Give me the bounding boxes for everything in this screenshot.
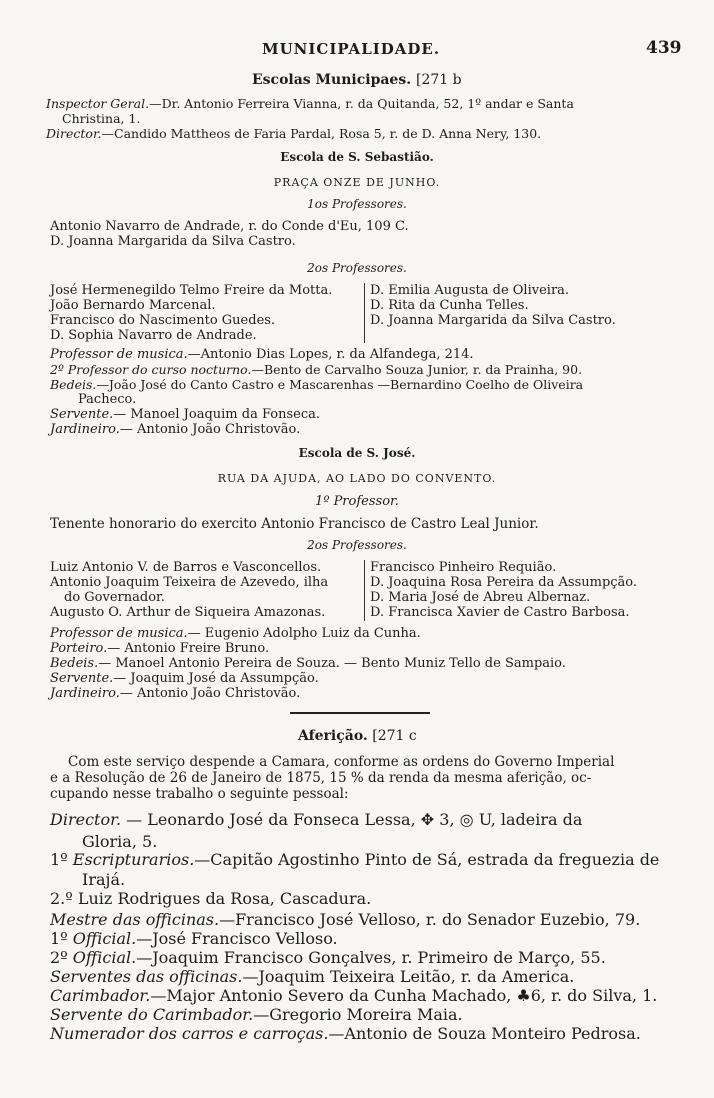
prof2-left-item: do Governador. bbox=[64, 590, 165, 605]
mestre-entry: Mestre das officinas.—Francisco José Velloso, r. do Senador Euzebio, 79. bbox=[50, 910, 641, 929]
school-address-sebastiao: PRAÇA ONZE DE JUNHO. bbox=[273, 176, 441, 189]
prof2-right-item: D. Maria José de Abreu Albernaz. bbox=[370, 590, 591, 605]
ornament-symbol-icon: ♣ bbox=[516, 986, 531, 1005]
cross-symbol-icon: ✥ bbox=[420, 810, 435, 829]
afericao-intro-line: cupando nesse trabalho o seguinte pessoal: bbox=[50, 786, 349, 802]
afericao-director-cont: Gloria, 5. bbox=[82, 832, 158, 851]
servente-entry: Servente.— Manoel Joaquim da Fonseca. bbox=[50, 407, 320, 422]
prof2-right-item: D. Emilia Augusta de Oliveira. bbox=[370, 283, 570, 298]
heading-2os-professores-sebastiao: 2os Professores. bbox=[307, 261, 407, 275]
prof2-right-item: D. Rita da Cunha Telles. bbox=[370, 298, 529, 313]
prof2-left-item: Francisco do Nascimento Guedes. bbox=[50, 313, 276, 328]
bedeis-entry: Bedeis.—João José do Canto Castro e Mascarenhas —Bernardino Coelho de Oliveira bbox=[50, 377, 584, 392]
heading-2os-professores-jose: 2os Professores. bbox=[307, 538, 407, 552]
heading-1o-professor-jose: 1º Professor. bbox=[315, 494, 399, 509]
prof2-left-item: Antonio Joaquim Teixeira de Azevedo, ilha bbox=[50, 575, 329, 590]
director-entry: Director.—Candido Mattheos de Faria Pardal, Rosa 5, r. de D. Anna Nery, 130. bbox=[46, 126, 542, 141]
jardineiro-entry: Jardineiro.— Antonio João Christovão. bbox=[50, 686, 301, 701]
school-title-jose: Escola de S. José. bbox=[298, 446, 416, 460]
serventes-entry: Serventes das officinas.—Joaquim Teixeira Leitão, r. da America. bbox=[50, 967, 575, 986]
school-address-jose: RUA DA AJUDA, AO LADO DO CONVENTO. bbox=[217, 472, 497, 485]
column-divider bbox=[364, 560, 365, 621]
section-divider bbox=[290, 712, 430, 714]
prof2-right-item: D. Joanna Margarida da Silva Castro. bbox=[370, 313, 616, 328]
carimbador-entry: Carimbador.—Major Antonio Severo da Cunha Machado, ♣6, r. do Silva, 1. bbox=[50, 986, 658, 1005]
column-divider bbox=[364, 283, 365, 343]
afericao-intro-line: Com este serviço despende a Camara, conforme as ordens do Governo Imperial bbox=[68, 754, 615, 770]
nocturno-entry: 2º Professor do curso nocturno.—Bento de Carvalho Souza Junior, r. da Prainha, 90. bbox=[50, 362, 583, 377]
prof2-right-item: Francisco Pinheiro Requião. bbox=[370, 560, 557, 575]
prof2-left-item: D. Sophia Navarro de Andrade. bbox=[50, 328, 257, 343]
jardineiro-entry: Jardineiro.— Antonio João Christovão. bbox=[50, 422, 301, 437]
inspector-entry-cont: Christina, 1. bbox=[62, 111, 141, 126]
prof1-item: Antonio Navarro de Andrade, r. do Conde d'Eu, 109 C. bbox=[50, 219, 409, 234]
luiz-entry: 2.º Luiz Rodrigues da Rosa, Cascadura. bbox=[50, 889, 372, 908]
escripturarios-cont: Irajá. bbox=[82, 870, 126, 889]
porteiro-entry: Porteiro.— Antonio Freire Bruno. bbox=[50, 641, 270, 656]
numerador-entry: Numerador dos carros e carroças.—Antonio de Souza Monteiro Pedrosa. bbox=[50, 1024, 641, 1043]
musica-entry: Professor de musica.—Antonio Dias Lopes, r. da Alfandega, 214. bbox=[50, 347, 474, 362]
prof2-left-item: Augusto O. Arthur de Siqueira Amazonas. bbox=[50, 605, 326, 620]
heading-1os-professores-sebastiao: 1os Professores. bbox=[307, 197, 407, 211]
prof2-right-item: D. Francisca Xavier de Castro Barbosa. bbox=[370, 605, 630, 620]
prof2-right-item: D. Joaquina Rosa Pereira da Assumpção. bbox=[370, 575, 638, 590]
circled-dot-icon: ◎ bbox=[459, 810, 474, 829]
section-title-afericao: Aferição. [271 c bbox=[298, 728, 417, 744]
bedeis-entry-cont: Pacheco. bbox=[78, 392, 137, 407]
musica-entry: Professor de musica.— Eugenio Adolpho Luiz da Cunha. bbox=[50, 626, 421, 641]
prof2-left-item: José Hermenegildo Telmo Freire da Motta. bbox=[50, 283, 333, 298]
page-header-title: MUNICIPALIDADE. bbox=[262, 40, 441, 58]
official1-entry: 1º Official.—José Francisco Velloso. bbox=[50, 929, 338, 948]
official2-entry: 2º Official.—Joaquim Francisco Gonçalves, r. Primeiro de Março, 55. bbox=[50, 948, 606, 967]
prof2-left-item: Luiz Antonio V. de Barros e Vasconcellos. bbox=[50, 560, 322, 575]
page-number: 439 bbox=[646, 38, 682, 58]
servente-entry: Servente.— Joaquim José da Assumpção. bbox=[50, 671, 319, 686]
prof1-item: D. Joanna Margarida da Silva Castro. bbox=[50, 234, 296, 249]
inspector-entry: Inspector Geral.—Dr. Antonio Ferreira Vianna, r. da Quitanda, 52, 1º andar e Santa bbox=[46, 96, 574, 111]
afericao-intro-line: e a Resolução de 26 de Janeiro de 1875, 15 % da renda da mesma aferição, oc- bbox=[50, 770, 592, 786]
section-title-escolas: Escolas Municipaes. [271 b bbox=[252, 72, 462, 88]
servente-carimbador-entry: Servente do Carimbador.—Gregorio Moreira Maia. bbox=[50, 1005, 463, 1024]
escripturarios-entry: 1º Escripturarios.—Capitão Agostinho Pinto de Sá, estrada da freguezia de bbox=[50, 850, 660, 869]
school-title-sebastiao: Escola de S. Sebastião. bbox=[280, 150, 434, 164]
bedeis-entry: Bedeis.— Manoel Antonio Pereira de Souza. — Bento Muniz Tello de Sampaio. bbox=[50, 656, 566, 671]
afericao-director-entry: Director. — Leonardo José da Fonseca Lessa, ✥ 3, ◎ U, ladeira da bbox=[50, 810, 583, 829]
prof2-left-item: João Bernardo Marcenal. bbox=[50, 298, 216, 313]
prof1-jose: Tenente honorario do exercito Antonio Francisco de Castro Leal Junior. bbox=[50, 516, 539, 532]
